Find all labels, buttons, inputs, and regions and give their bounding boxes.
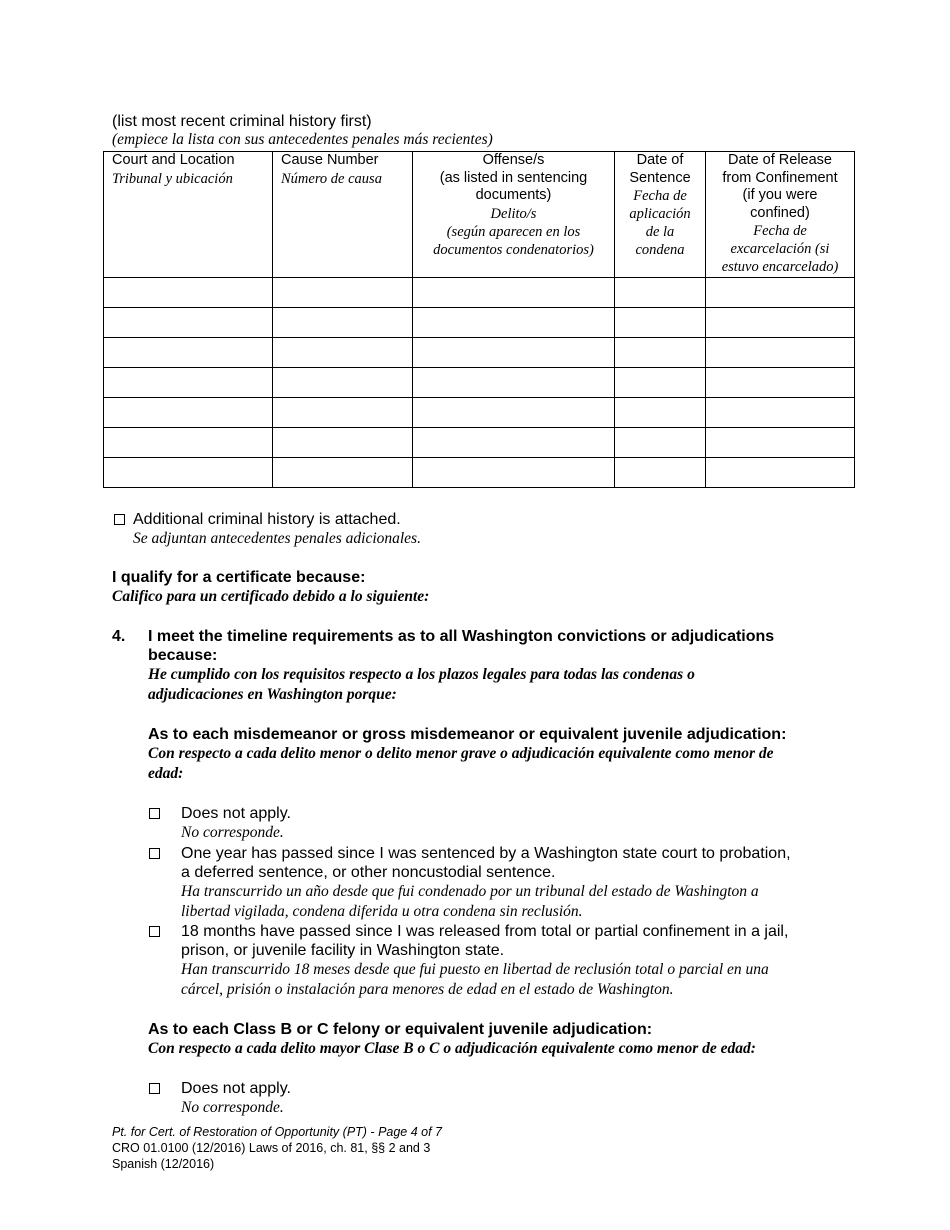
misdemeanor-option-18-months	[148, 922, 848, 999]
table-header-row	[104, 152, 855, 278]
additional-history-option	[113, 510, 813, 549]
table-cell-court-location[interactable]	[104, 308, 273, 338]
option-spanish: Han transcurrido 18 meses desde que fui puesto en libertad de reclusión total o parcial en una	[181, 961, 769, 978]
footer-form-title: Pt. for Cert. of Restoration of Opportunity (PT) - Page 4 of 7	[112, 1125, 443, 1139]
table-cell-date-of-sentence[interactable]	[615, 368, 706, 398]
table-cell-date-of-release[interactable]	[706, 368, 855, 398]
section-number: 4.	[112, 628, 126, 645]
misdemeanor-18-months-checkbox[interactable]	[149, 926, 160, 937]
table-cell-cause-number[interactable]	[273, 428, 413, 458]
table-cell-court-location[interactable]	[104, 398, 273, 428]
column-header-date-of-sentence: Date of Sentence Fecha de aplicación de la condena	[615, 152, 706, 278]
table-cell-date-of-sentence[interactable]	[615, 428, 706, 458]
option-english: 18 months have passed since I was released from total or partial confinement in a jail,	[181, 923, 789, 940]
table-row	[104, 308, 855, 338]
page-footer	[112, 1124, 612, 1172]
additional-history-checkbox[interactable]	[114, 514, 125, 525]
table-row	[104, 368, 855, 398]
table-cell-cause-number[interactable]	[273, 308, 413, 338]
qualify-heading	[112, 568, 852, 607]
footer-language-version: Spanish (12/2016)	[112, 1157, 215, 1171]
intro-spanish: (empiece la lista con sus antecedentes penales más recientes)	[112, 131, 493, 148]
option-english: prison, or juvenile facility in Washington state.	[181, 942, 505, 959]
intro-instructions	[112, 112, 852, 149]
table-cell-offenses[interactable]	[413, 278, 615, 308]
option-english: Does not apply.	[181, 1080, 291, 1097]
option-spanish: No corresponde.	[181, 1099, 284, 1116]
criminal-history-table	[103, 151, 855, 488]
option-spanish: No corresponde.	[181, 824, 284, 841]
table-cell-cause-number[interactable]	[273, 398, 413, 428]
table-cell-offenses[interactable]	[413, 338, 615, 368]
table-cell-date-of-release[interactable]	[706, 428, 855, 458]
table-cell-cause-number[interactable]	[273, 368, 413, 398]
misdemeanor-heading-spanish-line2: edad:	[148, 764, 184, 782]
intro-english: (list most recent criminal history first)	[112, 113, 372, 130]
misdemeanor-one-year-checkbox[interactable]	[149, 848, 160, 859]
table-cell-offenses[interactable]	[413, 308, 615, 338]
table-cell-date-of-release[interactable]	[706, 308, 855, 338]
qualify-english: I qualify for a certificate because:	[112, 569, 366, 586]
table-cell-date-of-release[interactable]	[706, 278, 855, 308]
option-english: a deferred sentence, or other noncustodial sentence.	[181, 864, 556, 881]
table-cell-offenses[interactable]	[413, 368, 615, 398]
felony-does-not-apply-checkbox[interactable]	[149, 1083, 160, 1094]
felony-heading	[148, 1020, 853, 1059]
column-header-court-location: Court and Location Tribunal y ubicación	[104, 152, 273, 278]
table-cell-court-location[interactable]	[104, 368, 273, 398]
misdemeanor-option-one-year	[148, 844, 848, 921]
table-cell-court-location[interactable]	[104, 338, 273, 368]
misdemeanor-heading-spanish-line1: Con respecto a cada delito menor o delito menor grave o adjudicación equivalente como menor de	[148, 745, 774, 762]
section-4	[112, 627, 852, 704]
section-4-english-line2: because:	[148, 647, 218, 664]
table-row	[104, 338, 855, 368]
table-cell-court-location[interactable]	[104, 428, 273, 458]
option-spanish: libertad vigilada, condena diferida u otra condena sin reclusión.	[181, 902, 583, 920]
table-cell-cause-number[interactable]	[273, 338, 413, 368]
table-cell-date-of-release[interactable]	[706, 338, 855, 368]
table-cell-date-of-sentence[interactable]	[615, 458, 706, 488]
table-cell-offenses[interactable]	[413, 458, 615, 488]
section-4-spanish-line2: adjudicaciones en Washington porque:	[148, 685, 397, 703]
misdemeanor-heading	[148, 725, 853, 783]
table-cell-date-of-sentence[interactable]	[615, 338, 706, 368]
table-row	[104, 398, 855, 428]
column-header-offenses: Offense/s (as listed in sentencing documents) Delito/s (según aparecen en los documentos condenatorios)	[413, 152, 615, 278]
table-row	[104, 458, 855, 488]
table-cell-cause-number[interactable]	[273, 458, 413, 488]
additional-history-spanish: Se adjuntan antecedentes penales adicionales.	[133, 530, 421, 547]
table-cell-offenses[interactable]	[413, 428, 615, 458]
misdemeanor-heading-english: As to each misdemeanor or gross misdemeanor or equivalent juvenile adjudication:	[148, 726, 787, 743]
option-english: Does not apply.	[181, 805, 291, 822]
felony-heading-english: As to each Class B or C felony or equivalent juvenile adjudication:	[148, 1021, 653, 1038]
misdemeanor-option-does-not-apply	[148, 804, 848, 843]
table-cell-cause-number[interactable]	[273, 278, 413, 308]
table-cell-date-of-sentence[interactable]	[615, 278, 706, 308]
felony-heading-spanish: Con respecto a cada delito mayor Clase B o C o adjudicación equivalente como menor de edad:	[148, 1040, 756, 1057]
table-cell-date-of-release[interactable]	[706, 458, 855, 488]
column-header-cause-number: Cause Number Número de causa	[273, 152, 413, 278]
option-spanish: Ha transcurrido un año desde que fui condenado por un tribunal del estado de Washington a	[181, 883, 759, 900]
section-4-spanish-line1: He cumplido con los requisitos respecto a los plazos legales para todas las condenas o	[148, 666, 695, 683]
table-row	[104, 428, 855, 458]
footer-form-code: CRO 01.0100 (12/2016) Laws of 2016, ch. 81, §§ 2 and 3	[112, 1141, 431, 1155]
section-4-english-line1: I meet the timeline requirements as to all Washington convictions or adjudications	[148, 628, 775, 645]
felony-option-does-not-apply	[148, 1079, 848, 1118]
qualify-spanish: Califico para un certificado debido a lo siguiente:	[112, 588, 430, 605]
table-row	[104, 278, 855, 308]
column-header-date-of-release: Date of Release from Confinement (if you were confined) Fecha de excarcelación (si estuvo encarcelado)	[706, 152, 855, 278]
table-cell-date-of-release[interactable]	[706, 398, 855, 428]
table-cell-court-location[interactable]	[104, 458, 273, 488]
table-cell-offenses[interactable]	[413, 398, 615, 428]
additional-history-english: Additional criminal history is attached.	[133, 511, 401, 528]
misdemeanor-does-not-apply-checkbox[interactable]	[149, 808, 160, 819]
table-cell-date-of-sentence[interactable]	[615, 308, 706, 338]
table-cell-date-of-sentence[interactable]	[615, 398, 706, 428]
option-english: One year has passed since I was sentenced by a Washington state court to probation,	[181, 845, 791, 862]
table-cell-court-location[interactable]	[104, 278, 273, 308]
option-spanish: cárcel, prisión o instalación para menores de edad en el estado de Washington.	[181, 980, 674, 998]
